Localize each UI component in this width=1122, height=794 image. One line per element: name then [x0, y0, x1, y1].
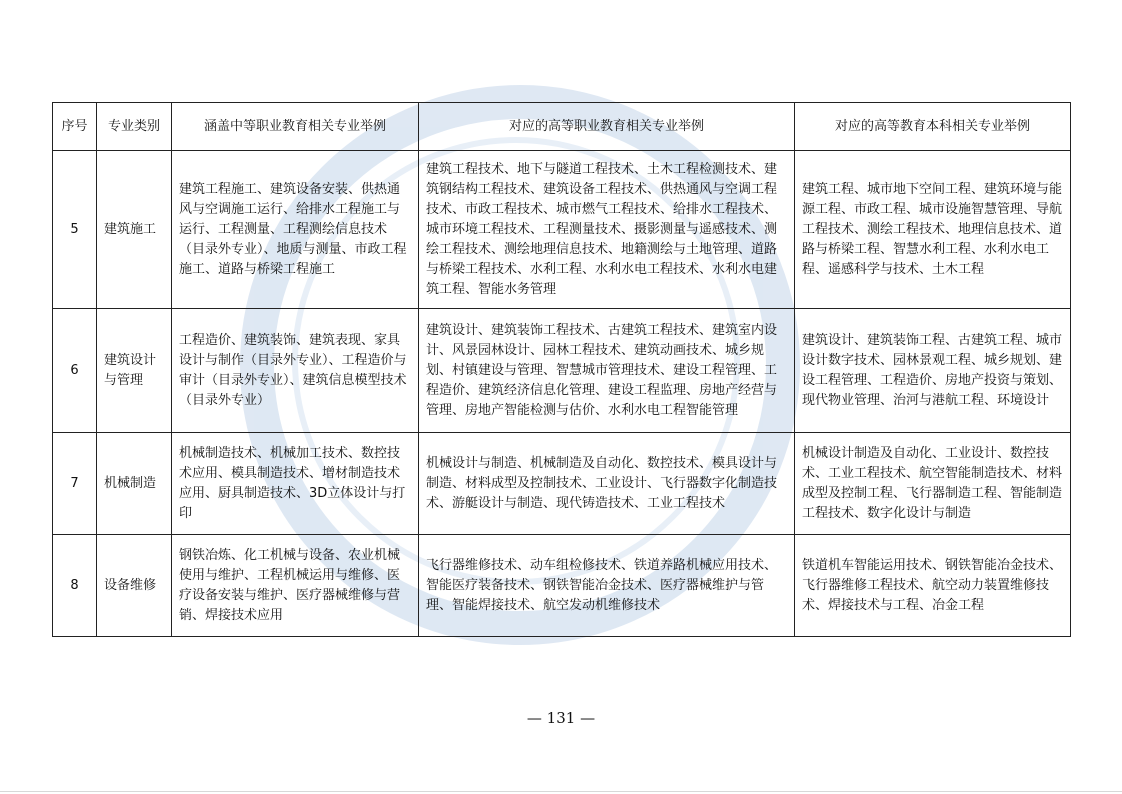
table-row [53, 309, 1071, 433]
row-number: 7 [53, 433, 97, 535]
row-secondary: 钢铁冶炼、化工机械与设备、农业机械使用与维护、工程机械运用与维修、医疗设备安装与维护、医疗器械维修与营销、焊接技术应用 [172, 535, 419, 637]
row-undergraduate: 建筑设计、建筑装饰工程、古建筑工程、城市设计数字技术、园林景观工程、城乡规划、建设工程管理、工程造价、房地产投资与策划、现代物业管理、治河与港航工程、环境设计 [795, 309, 1071, 433]
page-number: — 131 — [526, 709, 596, 727]
row-category: 建筑施工 [97, 151, 172, 309]
row-category: 建筑设计与管理 [97, 309, 172, 433]
row-category: 设备维修 [97, 535, 172, 637]
row-higher-vocational: 飞行器维修技术、动车组检修技术、铁道养路机械应用技术、智能医疗装备技术、钢铁智能冶金技术、医疗器械维护与管理、智能焊接技术、航空发动机维修技术 [419, 535, 795, 637]
header-category: 专业类别 [97, 103, 172, 151]
row-secondary: 建筑工程施工、建筑设备安装、供热通风与空调施工运行、给排水工程施工与运行、工程测量、工程测绘信息技术（目录外专业）、地质与测量、市政工程施工、道路与桥梁工程施工 [172, 151, 419, 309]
bottom-divider [0, 791, 1122, 792]
row-category: 机械制造 [97, 433, 172, 535]
row-secondary: 工程造价、建筑装饰、建筑表现、家具设计与制作（目录外专业）、工程造价与审计（目录外专业）、建筑信息模型技术（目录外专业） [172, 309, 419, 433]
table-header-row [53, 103, 1071, 151]
header-undergraduate: 对应的高等教育本科相关专业举例 [795, 103, 1071, 151]
row-secondary: 机械制造技术、机械加工技术、数控技术应用、模具制造技术、增材制造技术应用、厨具制造技术、3D立体设计与打印 [172, 433, 419, 535]
table-row [53, 151, 1071, 309]
row-number: 5 [53, 151, 97, 309]
row-undergraduate: 铁道机车智能运用技术、钢铁智能冶金技术、飞行器维修工程技术、航空动力装置维修技术、焊接技术与工程、冶金工程 [795, 535, 1071, 637]
row-undergraduate: 建筑工程、城市地下空间工程、建筑环境与能源工程、市政工程、城市设施智慧管理、导航工程技术、测绘工程技术、地理信息技术、道路与桥梁工程、智慧水利工程、水利水电工程、遥感科学与技术、土木工程 [795, 151, 1071, 309]
row-higher-vocational: 建筑工程技术、地下与隧道工程技术、土木工程检测技术、建筑钢结构工程技术、建筑设备工程技术、供热通风与空调工程技术、市政工程技术、城市燃气工程技术、给排水工程技术、城市环境工程技术、工程测量技术、摄影测量与遥感技术、测绘工程技术、测绘地理信息技术、地籍测绘与土地管理、道路与桥梁工程技术、水利工程、水利水电工程技术、水利水电建筑工程、智能水务管理 [419, 151, 795, 309]
header-secondary: 涵盖中等职业教育相关专业举例 [172, 103, 419, 151]
row-higher-vocational: 建筑设计、建筑装饰工程技术、古建筑工程技术、建筑室内设计、风景园林设计、园林工程技术、建筑动画技术、城乡规划、村镇建设与管理、智慧城市管理技术、建设工程管理、工程造价、建筑经济信息化管理、建设工程监理、房地产经营与管理、房地产智能检测与估价、水利水电工程智能管理 [419, 309, 795, 433]
table-row [53, 535, 1071, 637]
row-higher-vocational: 机械设计与制造、机械制造及自动化、数控技术、模具设计与制造、材料成型及控制技术、工业设计、飞行器数字化制造技术、游艇设计与制造、现代铸造技术、工业工程技术 [419, 433, 795, 535]
table-row [53, 433, 1071, 535]
major-table [52, 102, 1071, 637]
row-number: 6 [53, 309, 97, 433]
header-higher-vocational: 对应的高等职业教育相关专业举例 [419, 103, 795, 151]
row-undergraduate: 机械设计制造及自动化、工业设计、数控技术、工业工程技术、航空智能制造技术、材料成型及控制工程、飞行器制造工程、智能制造工程技术、数字化设计与制造 [795, 433, 1071, 535]
header-seq: 序号 [53, 103, 97, 151]
row-number: 8 [53, 535, 97, 637]
